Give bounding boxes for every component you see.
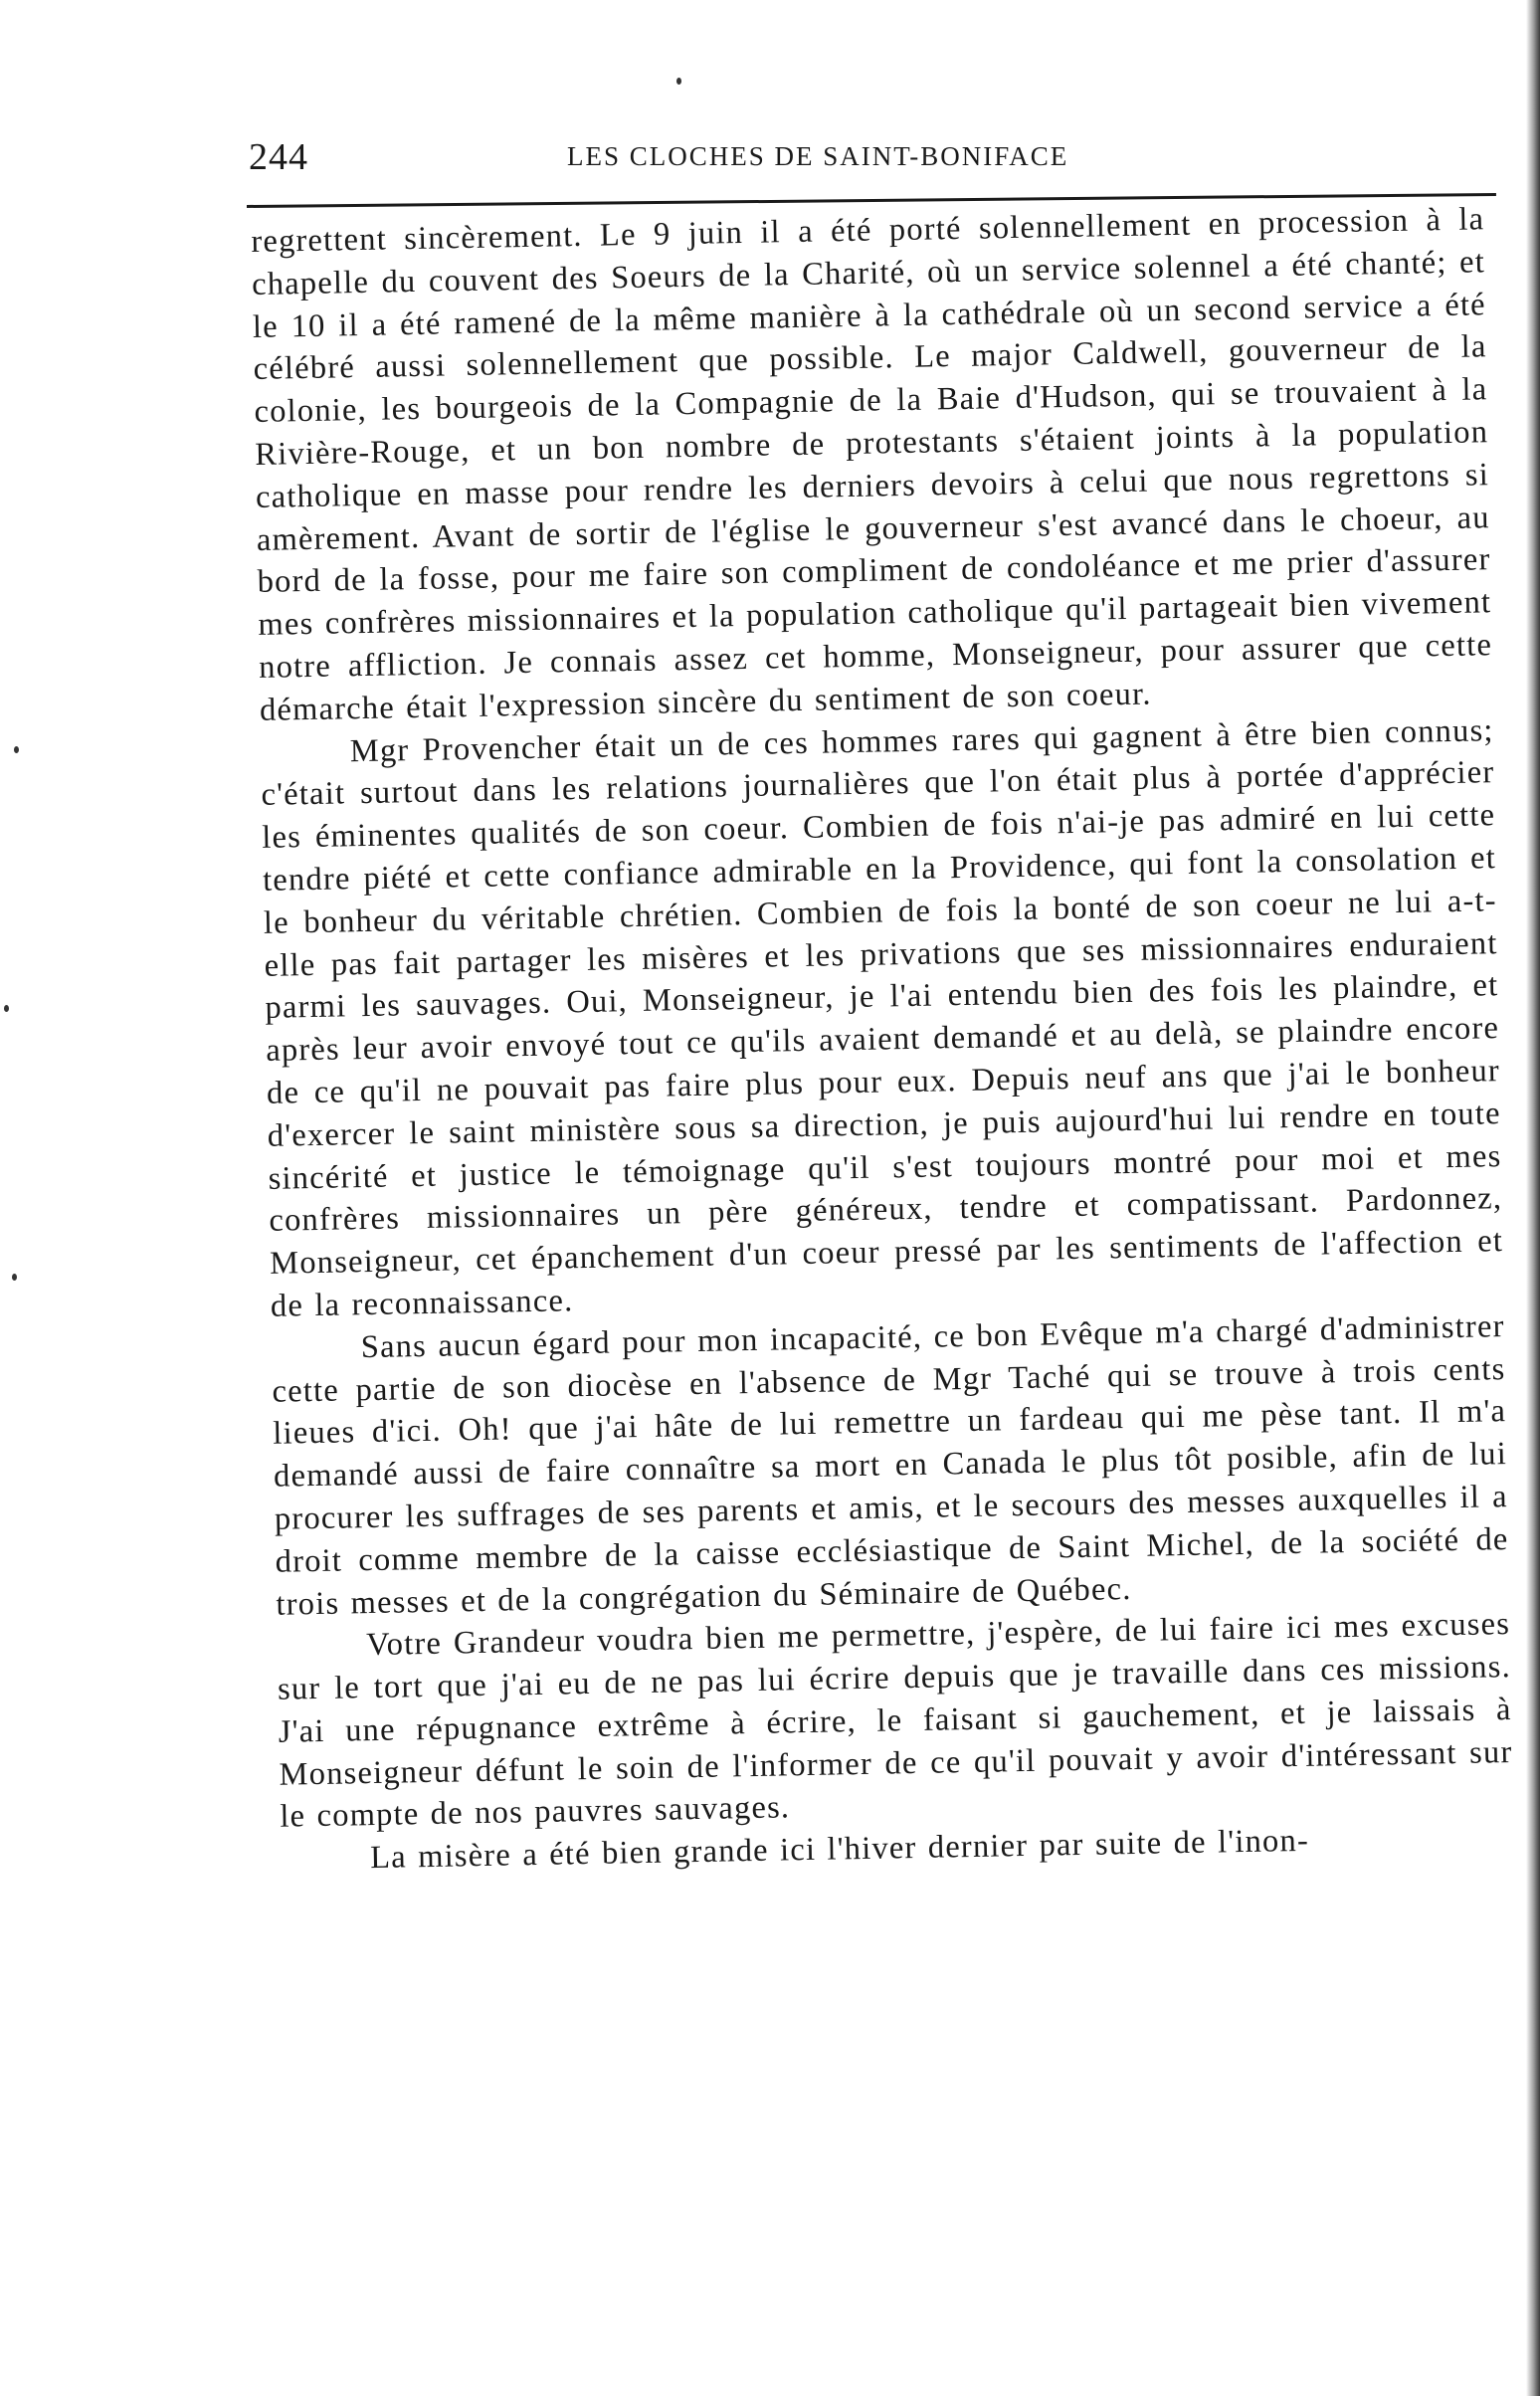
ink-speck xyxy=(676,78,681,85)
paragraph-1: regrettent sincèrement. Le 9 juin il a été porté solennellement en procession à la chapelle du couvent des Soeurs de la Charité, où un service solennel a été chanté; et le 10 il a été ramené de la même manière à la cathédrale où un second service a été célébré aussi solennellement que possible. Le major Caldwell, gouverneur de la colonie, les bourgeois de la Compagnie de la Baie d'Hudson, qui se trouvaient à la Rivière-Rouge, et un bon nombre de protestants s'étaient joints à la population catholique en masse pour rendre les derniers devoirs à celui que nous regrettons si amèrement. Avant de sortir de l'église le gouverneur s'est avancé dans le choeur, au bord de la fosse, pour me faire son compliment de condoléance et me prier d'assurer mes confrères missionnaires et la population catholique qu'il partageait bien vivement notre affliction. Je connais assez cet homme, Monseigneur, pour assurer que cette démarche était l'expression sincère du sentiment de son coeur. xyxy=(251,201,1493,728)
page-number: 244 xyxy=(249,136,308,178)
ink-speck xyxy=(12,1274,17,1281)
page-edge-shadow xyxy=(1526,0,1540,2396)
ink-speck xyxy=(4,1005,9,1012)
paragraph-3: Sans aucun égard pour mon incapacité, ce bon Evêque m'a chargé d'administrer cette partie de son diocèse en l'absence de Mgr Taché qui se trouve à trois cents lieues d'ici. Oh! que j'ai hâte de lui remettre un fardeau qui me pèse tant. Il m'a demandé aussi de faire connaître sa mort en Canada le plus tôt posible, afin de lui procurer les suffrages de ses parents et amis, et le secours des messes auxquelles il a droit comme membre de la caisse ecclésiastique de Saint Michel, de la société de trois messes et de la congrégation du Séminaire de Québec. xyxy=(272,1307,1509,1623)
page-header xyxy=(249,135,1492,185)
body-text xyxy=(251,198,1514,1882)
paragraph-5: La misère a été bien grande ici l'hiver dernier par suite de l'inon- xyxy=(369,1823,1310,1877)
paragraph-4: Votre Grandeur voudra bien me permettre, j'espère, de lui faire ici mes excuses sur le tort que j'ai eu de ne pas lui écrire depuis que je travaille dans ces missions. J'ai une répugnance extrême à écrire, le faisant si gauchement, et je laissais à Monseigneur défunt le soin de l'informer de ce qu'il pouvait y avoir d'intéressant sur le compte de nos pauvres sauvages. xyxy=(277,1606,1513,1836)
running-title: LES CLOCHES DE SAINT-BONIFACE xyxy=(567,141,1069,171)
paragraph-2: Mgr Provencher était un de ces hommes rares qui gagnent à être bien connus; c'était surtout dans les relations journalières que l'on était plus à portée d'apprécier les éminentes qualités de son coeur. Combien de fois n'ai-je pas admiré en lui cette tendre piété et cette confiance admirable en la Providence, qui font la consolation et le bonheur du véritable chrétien. Combien de fois la bonté de son coeur ne lui a-t-elle pas fait partager les misères et les privations que ses missionnaires enduraient parmi les sauvages. Oui, Monseigneur, je l'ai entendu bien des fois les plaindre, et après leur avoir envoyé tout ce qu'ils avaient demandé et au delà, se plaindre encore de ce qu'il ne pouvait pas faire plus pour eux. Depuis neuf ans que j'ai le bonheur d'exercer le saint ministère sous sa direction, je puis aujourd'hui lui rendre en toute sincérité et justice le témoignage qu'il s'est toujours montré pour moi et mes confrères missionnaires un père généreux, tendre et compatissant. Pardonnez, Monseigneur, cet épanchement d'un coeur pressé par les sentiments de l'affection et de la reconnaissance. xyxy=(261,711,1504,1324)
ink-speck xyxy=(14,746,19,753)
